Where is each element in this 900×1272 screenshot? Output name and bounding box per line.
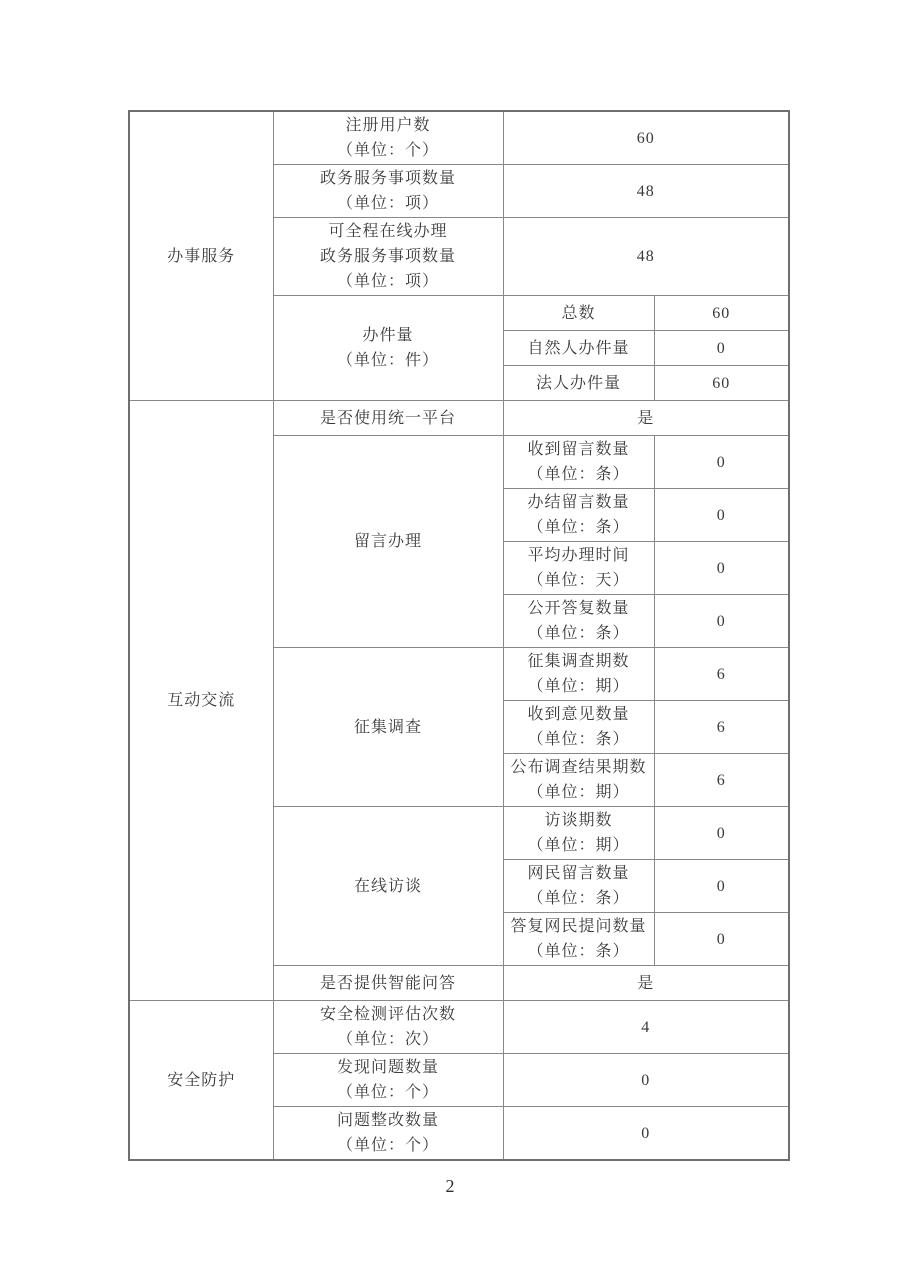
cell-text: 0 <box>716 506 726 524</box>
cell-text: （单位：个） <box>336 1137 439 1154</box>
cell-text: 0 <box>716 877 726 895</box>
sub-indicator-cell <box>503 296 654 331</box>
statistics-table-body <box>129 111 789 1160</box>
value-cell <box>654 366 789 401</box>
page-number: 2 <box>445 1176 455 1196</box>
cell-text: 问题整改数量 <box>336 1112 439 1129</box>
cell-text: 0 <box>716 612 726 630</box>
cell-text: 自然人办件量 <box>527 339 630 357</box>
sub-indicator-cell <box>503 648 654 701</box>
cell-text: 0 <box>716 930 726 948</box>
sub-indicator-cell <box>503 860 654 913</box>
value-cell <box>503 218 789 296</box>
value-cell <box>654 860 789 913</box>
cell-text: 6 <box>716 771 726 789</box>
cell-text: 答复网民提问数量 <box>510 918 647 935</box>
cell-text: 6 <box>716 718 726 736</box>
indicator-cell <box>273 648 503 807</box>
sub-indicator-cell <box>503 595 654 648</box>
indicator-cell <box>273 296 503 401</box>
cell-text: 60 <box>636 129 655 147</box>
sub-indicator-cell <box>503 807 654 860</box>
value-cell <box>654 542 789 595</box>
cell-text: （单位：条） <box>527 519 630 536</box>
indicator-cell <box>273 401 503 436</box>
cell-text: 60 <box>712 374 731 392</box>
cell-text: （单位：期） <box>527 678 630 695</box>
cell-text: （单位：项） <box>336 273 439 290</box>
cell-text: （单位：条） <box>527 625 630 642</box>
cell-text: 是 <box>637 409 655 427</box>
value-cell <box>654 489 789 542</box>
value-cell <box>654 595 789 648</box>
cell-text: （单位：个） <box>336 142 439 159</box>
value-cell <box>503 1107 789 1161</box>
indicator-cell <box>273 436 503 648</box>
value-cell <box>654 913 789 966</box>
statistics-table <box>128 110 790 1161</box>
cell-text: 0 <box>641 1124 651 1142</box>
table-row <box>129 1001 789 1054</box>
cell-text: 0 <box>716 559 726 577</box>
cell-text: 公开答复数量 <box>527 600 630 617</box>
value-cell <box>503 966 789 1001</box>
cell-text: （单位：条） <box>527 466 630 483</box>
cell-text: 0 <box>716 339 726 357</box>
value-cell <box>503 1001 789 1054</box>
cell-text: （单位：条） <box>527 890 630 907</box>
cell-text: 发现问题数量 <box>336 1059 439 1076</box>
cell-text: （单位：件） <box>336 352 439 369</box>
cell-text: 安全检测评估次数 <box>319 1006 456 1023</box>
cell-text: 征集调查期数 <box>527 653 630 670</box>
category-cell <box>129 1001 273 1161</box>
indicator-cell <box>273 218 503 296</box>
cell-text: 法人办件量 <box>535 374 621 392</box>
cell-text: （单位：期） <box>527 837 630 854</box>
indicator-cell <box>273 165 503 218</box>
cell-text: 收到意见数量 <box>527 706 630 723</box>
sub-indicator-cell <box>503 436 654 489</box>
value-cell <box>654 296 789 331</box>
sub-indicator-cell <box>503 754 654 807</box>
cell-text: 0 <box>716 453 726 471</box>
value-cell <box>654 436 789 489</box>
value-cell <box>654 648 789 701</box>
cell-text: 是否使用统一平台 <box>319 409 456 427</box>
value-cell <box>654 754 789 807</box>
value-cell <box>654 807 789 860</box>
value-cell <box>503 1054 789 1107</box>
cell-text: 收到留言数量 <box>527 441 630 458</box>
sub-indicator-cell <box>503 366 654 401</box>
cell-text: 公布调查结果期数 <box>510 759 647 776</box>
cell-text: 48 <box>636 182 655 200</box>
cell-text: 互动交流 <box>167 692 236 709</box>
value-cell <box>503 401 789 436</box>
indicator-cell <box>273 807 503 966</box>
sub-indicator-cell <box>503 701 654 754</box>
cell-text: 安全防护 <box>167 1071 236 1089</box>
cell-text: 6 <box>716 665 726 683</box>
cell-text: 办件量 <box>362 327 414 344</box>
sub-indicator-cell <box>503 331 654 366</box>
indicator-cell <box>273 1054 503 1107</box>
cell-text: 征集调查 <box>353 718 422 736</box>
cell-text: 0 <box>716 824 726 842</box>
sub-indicator-cell <box>503 489 654 542</box>
sub-indicator-cell <box>503 542 654 595</box>
cell-text: 注册用户数 <box>345 117 431 134</box>
cell-text: （单位：天） <box>527 572 630 589</box>
cell-text: 可全程在线办理 <box>328 223 448 240</box>
cell-text: （单位：条） <box>527 943 630 960</box>
cell-text: （单位：期） <box>527 784 630 801</box>
indicator-cell <box>273 111 503 165</box>
cell-text: 办结留言数量 <box>527 494 630 511</box>
table-row <box>129 111 789 165</box>
cell-text: 政务服务事项数量 <box>319 170 456 187</box>
cell-text: 留言办理 <box>353 533 422 550</box>
table-row <box>129 401 789 436</box>
cell-text: 网民留言数量 <box>527 865 630 882</box>
value-cell <box>654 701 789 754</box>
sub-indicator-cell <box>503 913 654 966</box>
cell-text: 是 <box>637 974 655 992</box>
cell-text: 办事服务 <box>167 247 236 265</box>
statistics-table-container <box>128 110 790 1161</box>
category-cell <box>129 111 273 401</box>
value-cell <box>654 331 789 366</box>
cell-text: 0 <box>641 1071 651 1089</box>
cell-text: （单位：条） <box>527 731 630 748</box>
cell-text: 访谈期数 <box>544 812 613 829</box>
cell-text: 总数 <box>561 304 596 322</box>
cell-text: 平均办理时间 <box>527 547 630 564</box>
cell-text: 60 <box>712 304 731 322</box>
value-cell <box>503 165 789 218</box>
value-cell <box>503 111 789 165</box>
cell-text: 政务服务事项数量 <box>319 248 456 265</box>
category-cell <box>129 401 273 1001</box>
cell-text: （单位：次） <box>336 1031 439 1048</box>
indicator-cell <box>273 966 503 1001</box>
cell-text: 在线访谈 <box>353 877 422 895</box>
cell-text: 是否提供智能问答 <box>319 974 456 992</box>
cell-text: （单位：项） <box>336 195 439 212</box>
cell-text: 4 <box>641 1018 651 1036</box>
indicator-cell <box>273 1107 503 1161</box>
indicator-cell <box>273 1001 503 1054</box>
cell-text: 48 <box>636 248 655 265</box>
cell-text: （单位：个） <box>336 1084 439 1101</box>
